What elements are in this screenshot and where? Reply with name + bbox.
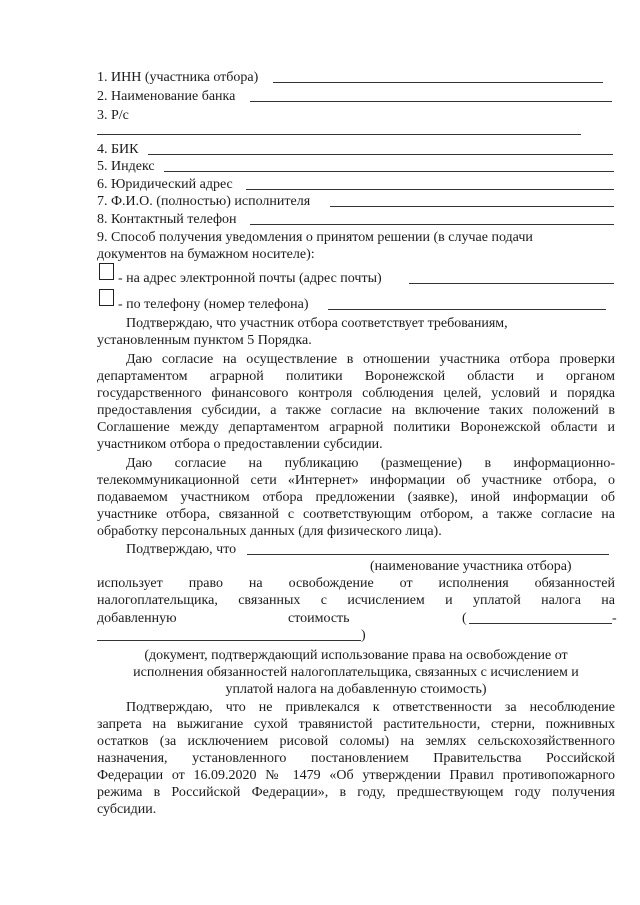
fire-rules-text-6: режима в Российской Федерации», в году, предшествующем году получения xyxy=(97,785,615,800)
consent-check-text-6: участником отбора о предоставлении субсидии. xyxy=(97,437,383,452)
executor-input-line[interactable] xyxy=(330,206,614,207)
consent-publish-text-3: подаваемом участником отбора предложении (заявке), иной информации об xyxy=(97,490,615,505)
confirm-requirements-text: Подтверждаю, что участник отбора соответствует требованиям, xyxy=(126,316,508,331)
consent-check-text-2: департаментом аграрной политики Воронежской области и органом xyxy=(97,369,615,384)
consent-check-text-5: Соглашение между департаментом аграрной политики Воронежской области и xyxy=(97,420,615,435)
confirm-requirements-text-cont: установленным пунктом 5 Порядка. xyxy=(97,333,312,348)
field-phone-label: 8. Контактный телефон xyxy=(97,212,237,227)
field-bik-label: 4. БИК xyxy=(97,142,139,157)
consent-check-text-3: государственного финансового контроля соблюдения целей, условий и порядка xyxy=(97,386,615,401)
field-address-label: 6. Юридический адрес xyxy=(97,177,233,192)
index-input-line[interactable] xyxy=(164,171,614,172)
participant-name-hint: (наименование участника отбора) xyxy=(370,559,572,574)
vat-text-2: использует право на освобождение от исполнения обязанностей xyxy=(97,576,615,591)
vat-text-4c: ( xyxy=(462,611,467,626)
phone-input-line[interactable] xyxy=(250,224,614,225)
vat-document-note-2: исполнения обязанностей налогоплательщика, связанных с исчислением и xyxy=(133,665,579,680)
vat-document-note-1: (документ, подтверждающий использование права на освобождение от xyxy=(144,648,568,663)
field-index-label: 5. Индекс xyxy=(97,159,155,174)
vat-text-4d: - xyxy=(612,611,617,626)
fire-rules-text-2: запрета на выжигание сухой травянистой растительности, стерни, пожнивных xyxy=(97,717,615,732)
fire-rules-text-5: Федерации от 16.09.2020 № 1479 «Об утверждении Правил противопожарного xyxy=(97,768,615,783)
phone-checkbox[interactable] xyxy=(99,289,114,306)
participant-name-input-line[interactable] xyxy=(247,554,609,555)
account-input-line[interactable] xyxy=(97,134,581,135)
fire-rules-text-3: остатков (за исключением рисовой соломы) на землях сельскохозяйственного xyxy=(97,734,615,749)
consent-publish-text-5: обработку персональных данных (для физического лица). xyxy=(97,524,442,539)
vat-text-4b: стоимость xyxy=(288,611,350,626)
inn-input-line[interactable] xyxy=(273,82,603,83)
vat-document-input-line-2[interactable] xyxy=(97,640,361,641)
phone-number-input-line[interactable] xyxy=(328,309,606,310)
bik-input-line[interactable] xyxy=(148,154,613,155)
email-input-line[interactable] xyxy=(409,283,614,284)
vat-text-4a: добавленную xyxy=(97,611,177,626)
vat-document-input-line[interactable] xyxy=(469,623,612,624)
notify-method-label-cont: документов на бумажном носителе): xyxy=(97,247,315,262)
fire-rules-text-4: назначения, установленного постановлением Правительства Российской xyxy=(97,751,615,766)
fire-rules-text-7: субсидии. xyxy=(97,802,157,817)
notify-method-label: 9. Способ получения уведомления о принятом решении (в случае подачи xyxy=(97,230,533,245)
email-checkbox[interactable] xyxy=(99,263,114,280)
field-inn-label: 1. ИНН (участника отбора) xyxy=(97,70,259,85)
bank-input-line[interactable] xyxy=(250,101,612,102)
phone-option-label: - по телефону (номер телефона) xyxy=(118,297,309,312)
vat-document-note-3: уплатой налога на добавленную стоимость) xyxy=(225,682,487,697)
consent-check-text-4: предоставления субсидии, а также согласие на включение таких положений в xyxy=(97,403,615,418)
field-account-label: 3. Р/с xyxy=(97,108,129,123)
consent-publish-text-1: Даю согласие на публикацию (размещение) в информационно- xyxy=(126,456,615,471)
consent-publish-text-4: участнике отбора, связанной с соответствующим отбором, а также согласие на xyxy=(97,507,615,522)
email-option-label: - на адрес электронной почты (адрес почты) xyxy=(118,271,382,286)
field-bank-label: 2. Наименование банка xyxy=(97,89,236,104)
consent-publish-text-2: телекоммуникационной сети «Интернет» информации об участнике отбора, о xyxy=(97,473,615,488)
consent-check-text-1: Даю согласие на осуществление в отношении участника отбора проверки xyxy=(126,352,615,367)
vat-text-5: ) xyxy=(361,628,366,643)
vat-text-3: налогоплательщика, связанных с исчислением и уплатой налога на xyxy=(97,593,615,608)
vat-confirm-text: Подтверждаю, что xyxy=(126,542,237,557)
address-input-line[interactable] xyxy=(246,189,614,190)
field-executor-label: 7. Ф.И.О. (полностью) исполнителя xyxy=(97,194,311,209)
fire-rules-text-1: Подтверждаю, что не привлекался к ответственности за несоблюдение xyxy=(126,700,615,715)
